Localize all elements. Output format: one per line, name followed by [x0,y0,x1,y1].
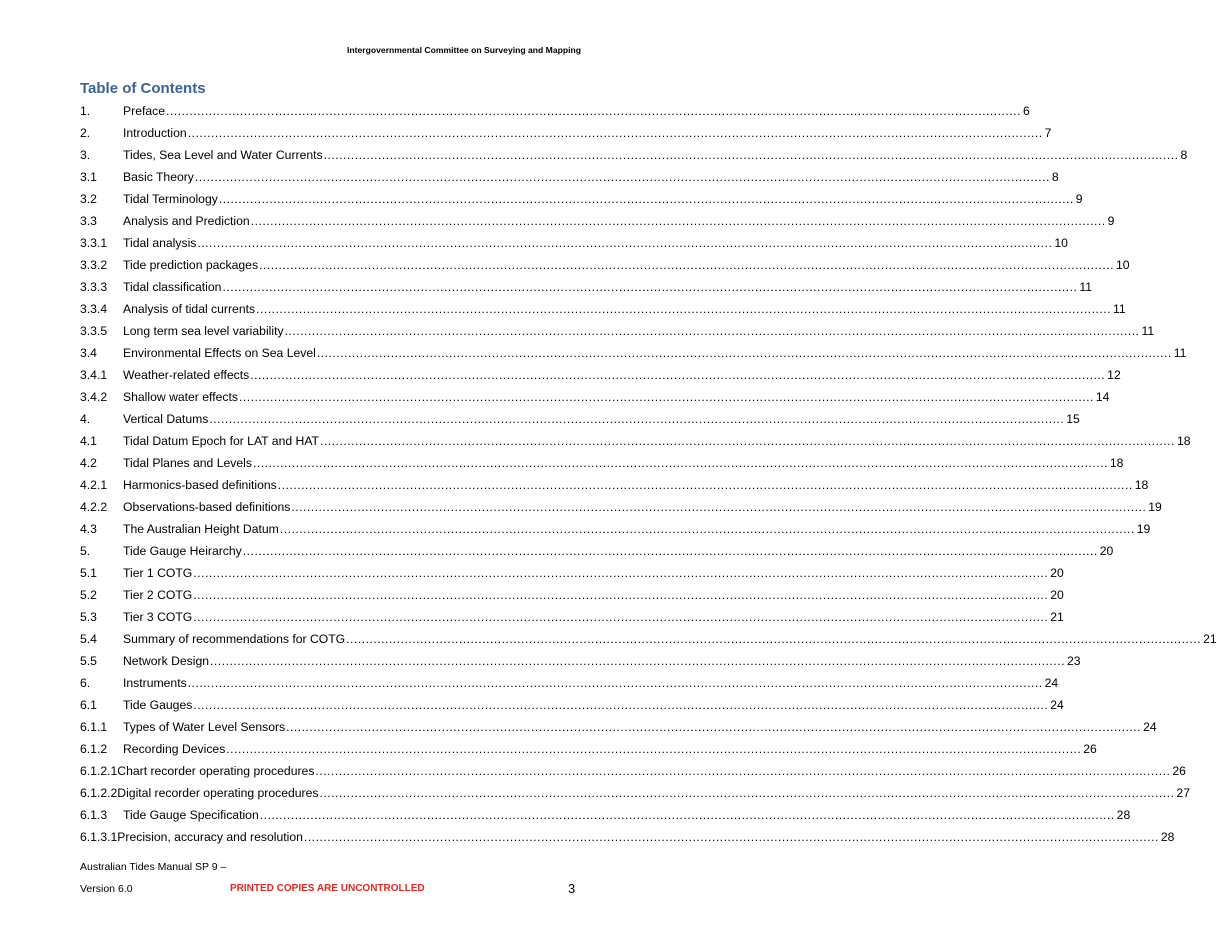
toc-entry-title: Harmonics-based definitions [123,478,277,492]
toc-entry-number: 6.1.2.1 [80,764,118,778]
toc-dot-leader: ............................................................................................................................................................................................................................ [252,456,1108,470]
toc-entry-title: Types of Water Level Sensors [123,720,286,734]
toc-entry-page: 24 [1050,698,1064,712]
toc-entry[interactable] [80,364,1121,386]
toc-entry-number: 4.1 [80,434,97,448]
toc-dot-leader: ............................................................................................................................................................................................................................ [319,786,1175,800]
table-of-contents [80,100,1217,848]
toc-entry-number: 1. [80,104,91,118]
toc-dot-leader: ............................................................................................................................................................................................................................ [250,214,1106,228]
toc-entry-page: 28 [1116,808,1131,822]
toc-entry[interactable] [80,386,1110,408]
toc-entry[interactable] [80,672,1059,694]
toc-dot-leader: ............................................................................................................................................................................................................................ [316,346,1172,360]
toc-entry-page: 14 [1095,390,1110,404]
toc-entry-page: 20 [1099,544,1114,558]
toc-entry[interactable] [80,408,1080,430]
toc-dot-leader: ............................................................................................................................................................................................................................ [279,522,1135,536]
toc-entry-number: 6.1 [80,698,97,712]
toc-entry-number: 4.2 [80,456,97,470]
toc-dot-leader: ............................................................................................................................................................................................................................ [210,654,1065,668]
toc-entry[interactable] [80,518,1151,540]
toc-entry-number: 5.4 [80,632,97,646]
toc-entry[interactable] [80,144,1188,166]
toc-entry-number: 4. [80,412,91,426]
footer-manual-title: Australian Tides Manual SP 9 – [80,861,227,873]
toc-entry-page: 18 [1109,456,1124,470]
running-header: Intergovernmental Committee on Surveying and Mapping [347,45,581,55]
toc-entry-number: 3. [80,148,91,162]
toc-entry[interactable] [80,782,1190,804]
footer-version: Version 6.0 [80,883,133,895]
page-number: 3 [568,881,576,896]
toc-entry[interactable] [80,474,1149,496]
toc-dot-leader: ............................................................................................................................................................................................................................ [284,324,1140,338]
toc-entry[interactable] [80,254,1130,276]
toc-entry[interactable] [80,166,1059,188]
toc-dot-leader: ............................................................................................................................................................................................................................ [250,368,1106,382]
toc-entry-title: Tidal Terminology [123,192,218,206]
toc-entry-title: Tide Gauges [123,698,193,712]
toc-entry-number: 5.3 [80,610,97,624]
toc-entry-page: 6 [1022,104,1030,118]
toc-entry-title: Shallow water effects [123,390,238,404]
toc-entry-title: Introduction [123,126,187,140]
toc-entry-number: 3.3.4 [80,302,108,316]
toc-dot-leader: ............................................................................................................................................................................................................................ [187,676,1043,690]
toc-entry-title: Digital recorder operating procedures [117,786,319,800]
toc-entry-title: Tidal Datum Epoch for LAT and HAT [123,434,319,448]
toc-entry[interactable] [80,210,1115,232]
toc-entry-number: 6.1.3 [80,808,108,822]
toc-entry[interactable] [80,716,1157,738]
toc-dot-leader: ............................................................................................................................................................................................................................ [286,720,1142,734]
toc-dot-leader: ............................................................................................................................................................................................................................ [222,280,1078,294]
toc-entry-title: Tier 2 COTG [123,588,193,602]
toc-entry-title: Recording Devices [123,742,226,756]
toc-entry[interactable] [80,122,1052,144]
toc-entry-title: Network Design [123,654,210,668]
toc-entry-title: Observations-based definitions [123,500,291,514]
toc-entry-title: Summary of recommendations for COTG [123,632,346,646]
toc-entry-title: Instruments [123,676,187,690]
toc-entry-page: 19 [1136,522,1151,536]
toc-entry[interactable] [80,760,1186,782]
toc-dot-leader: ............................................................................................................................................................................................................................ [256,302,1112,316]
toc-entry[interactable] [80,606,1064,628]
toc-entry-number: 3.2 [80,192,97,206]
toc-entry-title: Tidal analysis [123,236,197,250]
toc-entry[interactable] [80,430,1191,452]
toc-entry[interactable] [80,628,1217,650]
toc-title: Table of Contents [80,80,206,97]
toc-entry-page: 11 [1113,302,1126,316]
toc-entry-page: 20 [1050,566,1064,580]
toc-entry[interactable] [80,738,1097,760]
toc-entry-number: 3.3.3 [80,280,108,294]
toc-entry-title: Tide Gauge Specification [123,808,259,822]
toc-dot-leader: ............................................................................................................................................................................................................................ [166,104,1021,118]
toc-entry-page: 26 [1083,742,1097,756]
toc-entry-number: 4.2.2 [80,500,108,514]
toc-entry-page: 18 [1176,434,1191,448]
toc-dot-leader: ............................................................................................................................................................................................................................ [242,544,1098,558]
toc-entry-title: Vertical Datums [123,412,209,426]
toc-entry-page: 24 [1044,676,1059,690]
toc-entry-number: 5. [80,544,91,558]
toc-entry-number: 4.3 [80,522,97,536]
toc-entry-number: 3.4.1 [80,368,108,382]
toc-entry[interactable] [80,562,1064,584]
toc-entry[interactable] [80,298,1126,320]
toc-entry-page: 11 [1173,346,1187,360]
toc-entry-page: 8 [1180,148,1188,162]
toc-entry-title: Basic Theory [123,170,194,184]
toc-entry-page: 15 [1066,412,1080,426]
toc-entry[interactable] [80,452,1124,474]
toc-entry[interactable] [80,584,1064,606]
toc-dot-leader: ............................................................................................................................................................................................................................ [193,610,1049,624]
toc-entry[interactable] [80,540,1114,562]
toc-entry[interactable] [80,320,1155,342]
toc-entry-title: Analysis and Prediction [123,214,250,228]
toc-entry-page: 26 [1172,764,1186,778]
toc-dot-leader: ............................................................................................................................................................................................................................ [277,478,1133,492]
toc-entry-title: Tides, Sea Level and Water Currents [123,148,323,162]
toc-dot-leader: ............................................................................................................................................................................................................................ [291,500,1147,514]
toc-entry-title: Tide Gauge Heirarchy [123,544,242,558]
toc-entry-title: Weather-related effects [123,368,250,382]
toc-dot-leader: ............................................................................................................................................................................................................................ [193,698,1049,712]
toc-dot-leader: ............................................................................................................................................................................................................................ [238,390,1094,404]
toc-entry[interactable] [80,100,1030,122]
toc-entry-number: 3.3 [80,214,97,228]
toc-entry-page: 27 [1176,786,1190,800]
toc-dot-leader: ............................................................................................................................................................................................................................ [259,258,1114,272]
toc-entry-page: 9 [1107,214,1115,228]
toc-entry-title: Tier 3 COTG [123,610,193,624]
toc-entry-page: 19 [1148,500,1162,514]
toc-dot-leader: ............................................................................................................................................................................................................................ [259,808,1115,822]
toc-entry[interactable] [80,276,1093,298]
toc-entry-title: Tier 1 COTG [123,566,193,580]
toc-entry[interactable] [80,342,1187,364]
toc-entry-number: 6.1.3.1 [80,830,118,844]
toc-entry-number: 3.4 [80,346,97,360]
toc-entry-title: Chart recorder operating procedures [117,764,315,778]
toc-dot-leader: ............................................................................................................................................................................................................................ [187,126,1043,140]
toc-entry-page: 8 [1051,170,1059,184]
toc-dot-leader: ............................................................................................................................................................................................................................ [197,236,1053,250]
toc-entry-title: The Australian Height Datum [123,522,279,536]
toc-entry[interactable] [80,232,1068,254]
toc-entry-number: 5.1 [80,566,97,580]
toc-dot-leader: ............................................................................................................................................................................................................................ [315,764,1171,778]
toc-dot-leader: ............................................................................................................................................................................................................................ [194,170,1050,184]
toc-entry-page: 7 [1044,126,1052,140]
toc-dot-leader: ............................................................................................................................................................................................................................ [218,192,1074,206]
toc-entry-page: 23 [1066,654,1081,668]
toc-entry-title: Tidal classification [123,280,222,294]
footer-uncontrolled-notice: PRINTED COPIES ARE UNCONTROLLED [230,883,425,894]
toc-entry-number: 3.4.2 [80,390,108,404]
toc-entry-title: Environmental Effects on Sea Level [123,346,316,360]
toc-entry-title: Preface [123,104,166,118]
toc-entry-title: Precision, accuracy and resolution [117,830,303,844]
toc-entry-number: 3.1 [80,170,97,184]
toc-entry-page: 24 [1143,720,1157,734]
toc-entry-page: 12 [1107,368,1121,382]
toc-entry-page: 18 [1134,478,1149,492]
toc-entry-number: 5.5 [80,654,97,668]
toc-entry-number: 5.2 [80,588,97,602]
toc-dot-leader: ............................................................................................................................................................................................................................ [323,148,1179,162]
toc-entry-title: Tidal Planes and Levels [123,456,252,470]
toc-entry-page: 20 [1050,588,1064,602]
toc-entry-number: 3.3.1 [80,236,108,250]
toc-dot-leader: ............................................................................................................................................................................................................................ [226,742,1082,756]
toc-entry-number: 6.1.2 [80,742,108,756]
toc-entry-page: 9 [1075,192,1083,206]
toc-dot-leader: ............................................................................................................................................................................................................................ [303,830,1159,844]
toc-entry-page: 21 [1050,610,1064,624]
toc-entry-number: 6.1.1 [80,720,108,734]
toc-entry-number: 4.2.1 [80,478,108,492]
toc-entry-number: 3.3.5 [80,324,108,338]
toc-entry[interactable] [80,694,1064,716]
toc-entry-number: 2. [80,126,91,140]
toc-dot-leader: ............................................................................................................................................................................................................................ [193,566,1049,580]
toc-dot-leader: ............................................................................................................................................................................................................................ [193,588,1049,602]
toc-entry[interactable] [80,496,1162,518]
toc-entry-page: 10 [1115,258,1130,272]
toc-entry-page: 11 [1141,324,1155,338]
toc-entry-page: 21 [1203,632,1217,646]
toc-dot-leader: ............................................................................................................................................................................................................................ [346,632,1202,646]
toc-entry-title: Long term sea level variability [123,324,284,338]
toc-entry[interactable] [80,826,1175,848]
toc-entry-title: Tide prediction packages [123,258,259,272]
toc-entry-title: Analysis of tidal currents [123,302,256,316]
toc-entry-number: 6.1.2.2 [80,786,118,800]
toc-entry-page: 10 [1054,236,1068,250]
toc-dot-leader: ............................................................................................................................................................................................................................ [209,412,1065,426]
toc-entry-page: 11 [1079,280,1093,294]
toc-entry-number: 3.3.2 [80,258,108,272]
toc-dot-leader: ............................................................................................................................................................................................................................ [320,434,1175,448]
toc-entry[interactable] [80,804,1131,826]
toc-entry-number: 6. [80,676,91,690]
toc-entry[interactable] [80,650,1081,672]
toc-entry-page: 28 [1160,830,1175,844]
toc-entry[interactable] [80,188,1083,210]
